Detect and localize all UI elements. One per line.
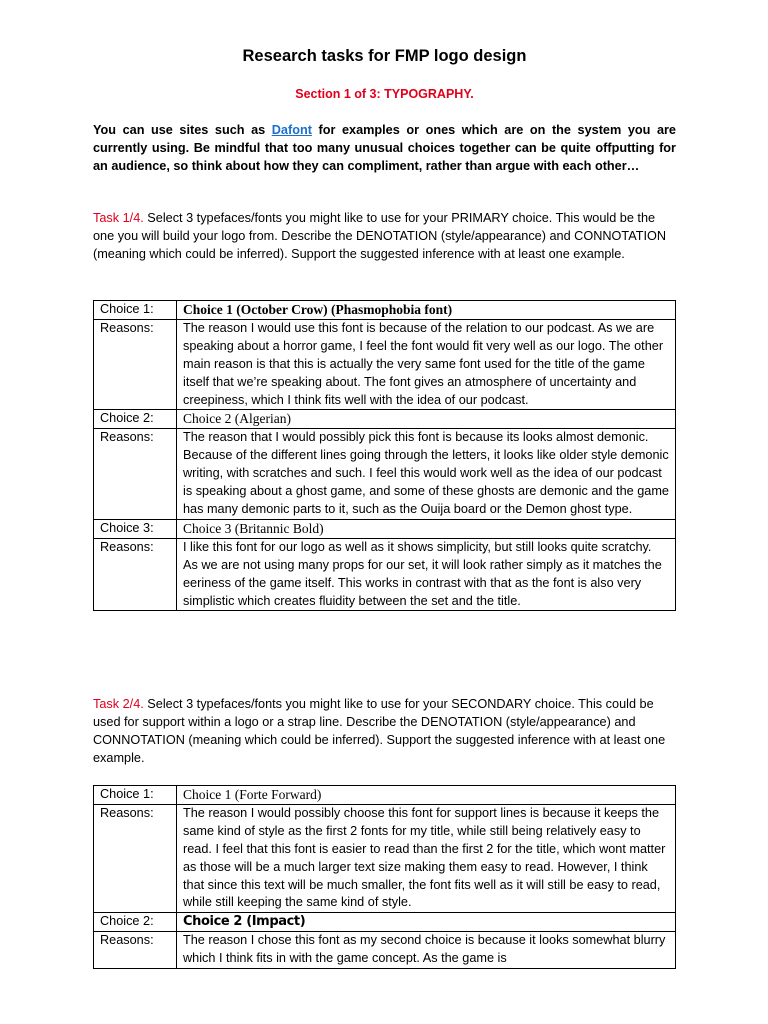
reasons-label: Reasons: <box>94 429 177 520</box>
table-row <box>94 786 676 805</box>
task2-text: Select 3 typefaces/fonts you might like to use for your SECONDARY choice. This could be used for support within a logo or a strap line. Describe the DENOTATION (style/appearance) and CONNOTATION (meaning which could be inferred). Support the suggested inference with at least one example. <box>93 697 666 765</box>
table-row <box>94 319 676 410</box>
table-row <box>94 410 676 429</box>
choice-label: Choice 1: <box>94 786 177 805</box>
task1-label: Task 1/4. <box>93 211 144 225</box>
table-row <box>94 538 676 611</box>
intro-text-after: for examples or ones which are on the system you are currently using. Be mindful that too many unusual choices together can be quite offputting for an audience, so think about how they can compliment, rather than argue with each other… <box>93 123 676 173</box>
reasons-value: The reason that I would possibly pick this font is because its looks almost demonic. Because of the different lines going through the letters, it looks like older style demonic writing, with scratches and such. I feel this would work well as the idea of our podcast is speaking about a ghost game, and some of these ghosts are demonic and the game has many demonic parts to it, such as the Ouija board or the Demon ghost type. <box>177 429 676 520</box>
choice-value: Choice 2 (Impact) <box>177 913 676 932</box>
choice-value: Choice 1 (October Crow) (Phasmophobia font) <box>177 301 676 320</box>
intro-paragraph <box>93 122 676 176</box>
task1-instructions <box>93 210 676 264</box>
reasons-value: The reason I would possibly choose this font for support lines is because it keeps the same kind of style as the first 2 fonts for my title, while still being relatively easy to read. I feel that this font is easier to read than the first 2 for the title, which wont matter as those will be a much larger text size making them easy to read. However, I think that since this text will be much smaller, the font fits well as it will still be easy to read, while still keeping the same kind of style. <box>177 804 676 912</box>
table-row <box>94 913 676 932</box>
choice-value: Choice 1 (Forte Forward) <box>177 786 676 805</box>
table-row <box>94 301 676 320</box>
reasons-value: The reason I would use this font is because of the relation to our podcast. As we are speaking about a horror game, I feel the font would fit very well as our logo. The other main reason is that this is actually the very same font used for the title of the game itself that we’re speaking about. The font gives an atmosphere of uncertainty and creepiness, which I think fits well with the idea of our podcast. <box>177 319 676 410</box>
intro-text-before: You can use sites such as <box>93 123 272 137</box>
task2-table <box>93 785 676 969</box>
table-row <box>94 932 676 969</box>
reasons-value: The reason I chose this font as my second choice is because it looks somewhat blurry which I think fits in with the game concept. As the game is <box>177 932 676 969</box>
reasons-label: Reasons: <box>94 804 177 912</box>
choice-label: Choice 1: <box>94 301 177 320</box>
task2-instructions <box>93 696 676 768</box>
choice-label: Choice 2: <box>94 913 177 932</box>
choice-label: Choice 2: <box>94 410 177 429</box>
page-title: Research tasks for FMP logo design <box>242 47 527 65</box>
task1-table <box>93 300 676 611</box>
reasons-label: Reasons: <box>94 319 177 410</box>
reasons-label: Reasons: <box>94 932 177 969</box>
task1-text: Select 3 typefaces/fonts you might like to use for your PRIMARY choice. This would be the one you will build your logo from. Describe the DENOTATION (style/appearance) and CONNOTATION (meaning which could be inferred). Support the suggested inference with at least one example. <box>93 211 667 261</box>
choice-value: Choice 2 (Algerian) <box>177 410 676 429</box>
dafont-link[interactable]: Dafont <box>271 123 312 137</box>
reasons-label: Reasons: <box>94 538 177 611</box>
table-row <box>94 804 676 912</box>
task2-label: Task 2/4. <box>93 697 144 711</box>
choice-value: Choice 3 (Britannic Bold) <box>177 519 676 538</box>
reasons-value: I like this font for our logo as well as it shows simplicity, but still looks quite scratchy. As we are not using many props for our set, it will look rather simply as it matches the eeriness of the game itself. This works in contrast with that as the font is also very simplistic which creates fluidity between the set and the title. <box>177 538 676 611</box>
table-row <box>94 429 676 520</box>
choice-label: Choice 3: <box>94 519 177 538</box>
section-heading: Section 1 of 3: TYPOGRAPHY. <box>295 87 474 101</box>
table-row <box>94 519 676 538</box>
